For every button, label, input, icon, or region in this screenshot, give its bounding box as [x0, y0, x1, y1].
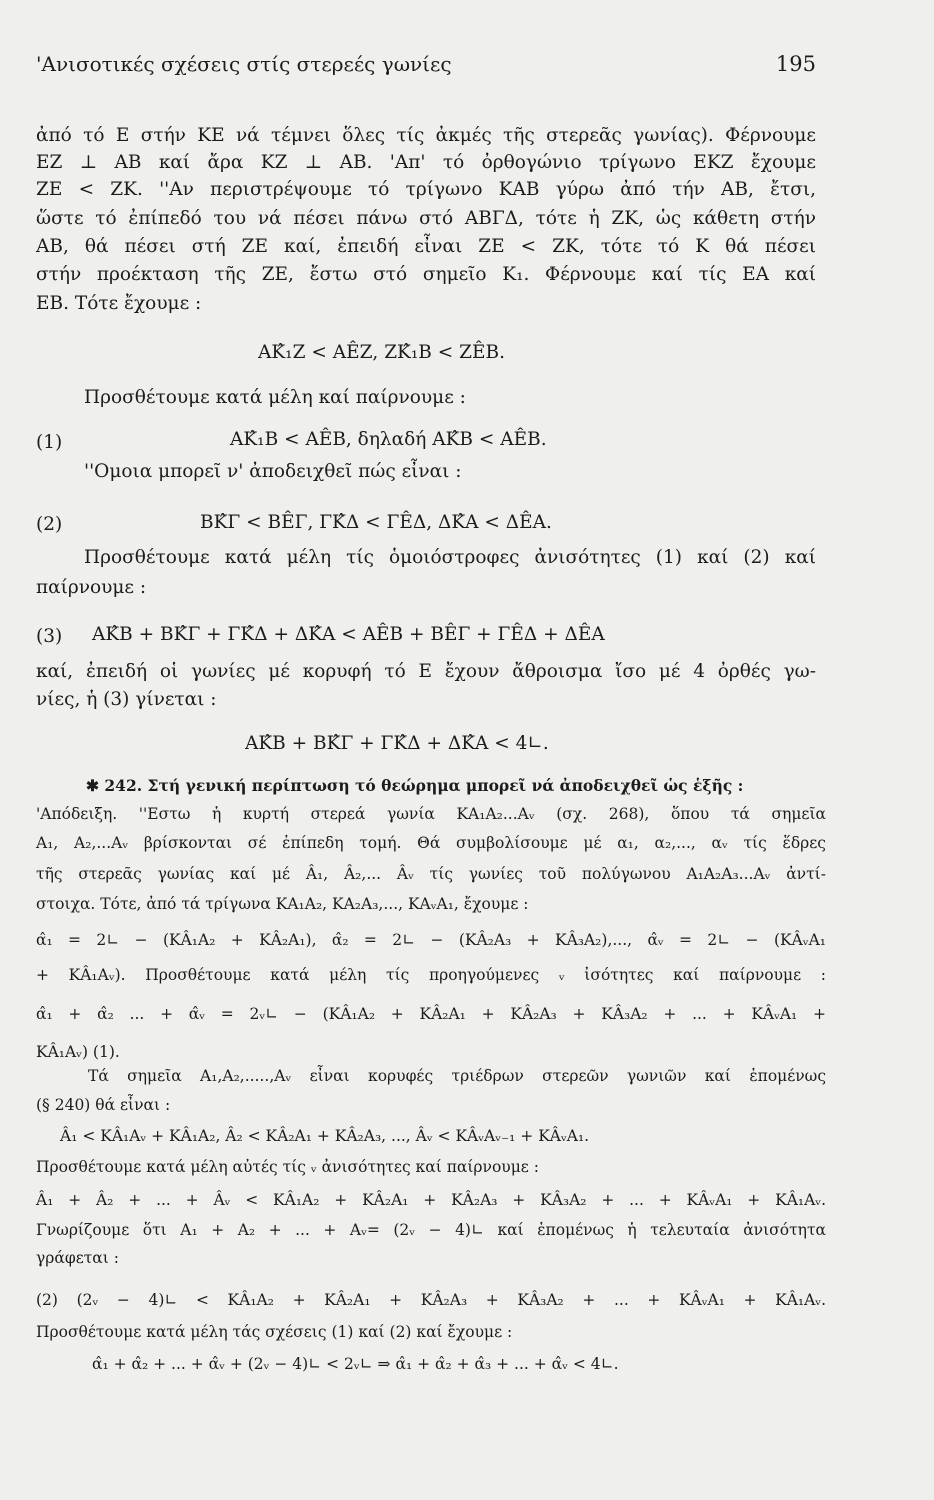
text-line: στοιχα. Τότε, ἀπό τά τρίγωνα ΚΑ₁Α₂, ΚΑ₂Α₃,..., ΚΑᵥΑ₁, ἔχουμε :: [36, 895, 529, 913]
math-line: Â₁ < ΚÂ₁Αᵥ + ΚÂ₁Α₂, Â₂ < ΚÂ₂Α₁ + ΚÂ₂Α₃, ..., Âᵥ < ΚÂᵥΑᵥ₋₁ + ΚÂᵥΑ₁.: [60, 1127, 590, 1145]
text-line: ὥστε τό ἐπίπεδό του νά πέσει πάνω στό ΑΒΓΔ, τότε ἡ ΖΚ, ὡς κάθετη στήν: [36, 208, 816, 229]
text-line: τῆς στερεᾶς γωνίας καί μέ Â₁, Â₂,... Âᵥ τίς γωνίες τοῦ πολύγωνου Α₁Α₂Α₃...Αᵥ ἀντί-: [36, 865, 826, 883]
equation: ΑΚ̂Β + ΒΚ̂Γ + ΓΚ̂Δ + ΔΚ̂Α < ΑÊΒ + ΒÊΓ + ΓÊΔ + ΔÊΑ: [92, 624, 605, 645]
text-line: παίρνουμε :: [36, 577, 147, 598]
text-line: ΕΖ ⊥ ΑΒ καί ἄρα ΚΖ ⊥ ΑΒ. 'Απ' τό ὀρθογώνιο τρίγωνο ΕΚΖ ἔχουμε: [36, 152, 816, 173]
text-line: Προσθέτουμε κατά μέλη τάς σχέσεις (1) καί (2) καί ἔχουμε :: [36, 1323, 513, 1341]
text-line: 'Απόδειξη. ''Εστω ἡ κυρτή στερεά γωνία ΚΑ₁Α₂...Αᵥ (σχ. 268), ὅπου τά σημεῖα: [36, 805, 826, 823]
equation: ΑΚ̂₁Ζ < ΑÊΖ, ΖΚ̂₁Β < ΖÊΒ.: [258, 342, 505, 363]
text-line: Γνωρίζουμε ὅτι Α₁ + Α₂ + ... + Αᵥ= (2ᵥ − 4)∟ καί ἑπομένως ἡ τελευταία ἀνισότητα: [36, 1221, 826, 1239]
math-line: α̂₁ = 2∟ − (ΚÂ₁Α₂ + ΚÂ₂Α₁), α̂₂ = 2∟ − (ΚÂ₂Α₃ + ΚÂ₃Α₂),..., α̂ᵥ = 2∟ − (ΚÂᵥΑ₁: [36, 931, 826, 949]
text-line: ΕΒ. Τότε ἔχουμε :: [36, 293, 202, 314]
equation: ΑΚ̂Β + ΒΚ̂Γ + ΓΚ̂Δ + ΔΚ̂Α < 4∟.: [245, 733, 549, 754]
text-line: ''Ομοια μπορεῖ ν' ἀποδειχθεῖ πώς εἶναι :: [84, 461, 462, 482]
text-line: Προσθέτουμε κατά μέλη τίς ὁμοιόστροφες ἀνισότητες (1) καί (2) καί: [84, 547, 816, 568]
math-line: (2) (2ᵥ − 4)∟ < ΚÂ₁Α₂ + ΚÂ₂Α₁ + ΚÂ₂Α₃ + ΚÂ₃Α₂ + ... + ΚÂᵥΑ₁ + ΚÂ₁Αᵥ.: [36, 1291, 826, 1309]
running-title: 'Ανισοτικές σχέσεις στίς στερεές γωνίες: [36, 52, 452, 76]
text-line: Τά σημεῖα Α₁,Α₂,.....,Αᵥ εἶναι κορυφές τριέδρων στερεῶν γωνιῶν καί ἑπομένως: [88, 1067, 826, 1085]
text-line: Προσθέτουμε κατά μέλη καί παίρνουμε :: [84, 387, 466, 408]
text-line: νίες, ἡ (3) γίνεται :: [36, 689, 217, 710]
equation: ΑΚ̂₁Β < ΑÊΒ, δηλαδή ΑΚ̂Β < ΑÊΒ.: [230, 429, 547, 450]
math-line: α̂₁ + α̂₂ + ... + α̂ᵥ + (2ᵥ − 4)∟ < 2ᵥ∟ ⇒ α̂₁ + α̂₂ + α̂₃ + ... + α̂ᵥ < 4∟.: [92, 1355, 619, 1373]
equation-number: (3): [36, 626, 63, 647]
text-line: Α₁, Α₂,...Αᵥ βρίσκονται σέ ἐπίπεδη τομή. Θά συμβολίσουμε μέ α₁, α₂,..., αᵥ τίς ἕδρες: [36, 834, 826, 852]
page-number: 195: [775, 52, 816, 76]
math-line: ΚÂ₁Αᵥ) (1).: [36, 1043, 120, 1061]
text-line: ΑΒ, θά πέσει στή ΖΕ καί, ἐπειδή εἶναι ΖΕ < ΖΚ, τότε τό Κ θά πέσει: [36, 236, 816, 257]
equation: ΒΚ̂Γ < ΒÊΓ, ΓΚ̂Δ < ΓÊΔ, ΔΚ̂Α < ΔÊΑ.: [200, 512, 552, 533]
text-line: + ΚÂ₁Αᵥ). Προσθέτουμε κατά μέλη τίς προηγούμενες ᵥ ἰσότητες καί παίρνουμε :: [36, 966, 826, 984]
text-line: καί, ἐπειδή οἱ γωνίες μέ κορυφή τό Ε ἔχουν ἄθροισμα ἴσο μέ 4 ὀρθές γω-: [36, 661, 816, 682]
page-header: [36, 52, 816, 76]
text-line: ΖΕ < ΖΚ. ''Αν περιστρέψουμε τό τρίγωνο ΚΑΒ γύρω ἀπό τήν ΑΒ, ἔτσι,: [36, 179, 816, 200]
text-line: γράφεται :: [36, 1249, 119, 1267]
text-line: στήν προέκταση τῆς ΖΕ, ἔστω στό σημεῖο Κ₁. Φέρνουμε καί τίς ΕΑ καί: [36, 264, 816, 285]
math-line: Â₁ + Â₂ + ... + Âᵥ < ΚÂ₁Α₂ + ΚÂ₂Α₁ + ΚÂ₂Α₃ + ΚÂ₃Α₂ + ... + ΚÂᵥΑ₁ + ΚÂ₁Αᵥ.: [36, 1191, 826, 1209]
equation-number: (2): [36, 514, 63, 535]
equation-number: (1): [36, 432, 63, 453]
text-line: (§ 240) θά εἶναι :: [36, 1096, 171, 1114]
text-line: ἀπό τό Ε στήν ΚΕ νά τέμνει ὅλες τίς ἀκμές τῆς στερεᾶς γωνίας). Φέρνουμε: [36, 125, 816, 146]
math-line: α̂₁ + α̂₂ ... + α̂ᵥ = 2ᵥ∟ − (ΚÂ₁Α₂ + ΚÂ₂Α₁ + ΚÂ₂Α₃ + ΚÂ₃Α₂ + ... + ΚÂᵥΑ₁ +: [36, 1005, 826, 1023]
text-line: Προσθέτουμε κατά μέλη αὐτές τίς ᵥ ἀνισότητες καί παίρνουμε :: [36, 1158, 539, 1176]
section-242-title: ✱ 242. Στή γενική περίπτωση τό θεώρημα μπορεῖ νά ἀποδειχθεῖ ὡς ἑξῆς :: [86, 776, 744, 795]
